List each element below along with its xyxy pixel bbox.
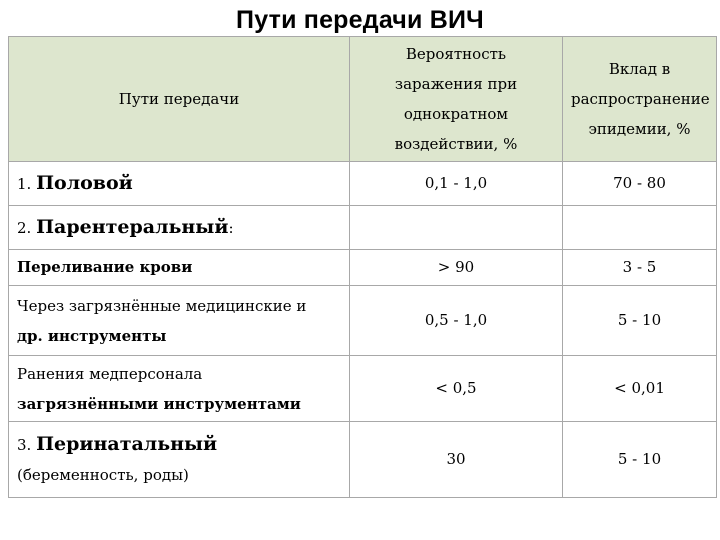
probability-cell: 30 [350,422,563,498]
row-number: 1. [17,174,32,193]
row-route-cell [9,422,350,498]
contribution-cell: 70 - 80 [563,162,717,206]
row-label: Половой [36,171,133,194]
header-contribution-line: эпидемии, % [588,120,691,138]
row-number: 2. [17,218,32,237]
row-route-cell [9,250,350,286]
row-label-suffix: : [228,218,234,237]
row-number: 3. [17,436,32,454]
row-label: Парентеральный [36,215,229,238]
row-label: Через загрязнённые медицинские и [17,296,307,315]
contribution-cell [563,206,717,250]
table-row [9,206,717,250]
row-route-cell [9,206,350,250]
row-label: загрязнёнными инструментами [17,394,301,413]
header-route [9,37,350,162]
table-row [9,422,717,498]
table-row [9,286,717,356]
probability-cell: 0,1 - 1,0 [350,162,563,206]
header-route-label: Пути передачи [118,90,240,108]
header-probability-line: однократном [403,105,509,123]
probability-cell: < 0,5 [350,356,563,422]
row-label: др. инструменты [17,326,167,345]
contribution-cell: 5 - 10 [563,286,717,356]
header-contribution-line: распространение [571,90,710,108]
table-header-row [9,37,717,162]
row-label: Ранения медперсонала [17,364,203,383]
header-probability-line: заражения при [394,75,518,93]
header-contribution-line: Вклад в [608,60,671,78]
row-route-cell [9,286,350,356]
row-label: (беременность, роды) [17,466,189,484]
header-contribution [563,37,717,162]
header-probability [350,37,563,162]
table-row [9,356,717,422]
header-probability-line: Вероятность [405,45,507,63]
contribution-cell: < 0,01 [563,356,717,422]
probability-cell: 0,5 - 1,0 [350,286,563,356]
page-title: Пути передачи ВИЧ [236,6,484,34]
contribution-cell: 5 - 10 [563,422,717,498]
row-label: Перинатальный [36,433,218,455]
row-route-cell [9,162,350,206]
table-row [9,162,717,206]
contribution-cell: 3 - 5 [563,250,717,286]
probability-cell: > 90 [350,250,563,286]
row-route-cell [9,356,350,422]
transmission-table [8,36,717,498]
header-probability-line: воздействии, % [394,135,518,153]
probability-cell [350,206,563,250]
table-row [9,250,717,286]
row-label: Переливание крови [17,258,193,276]
